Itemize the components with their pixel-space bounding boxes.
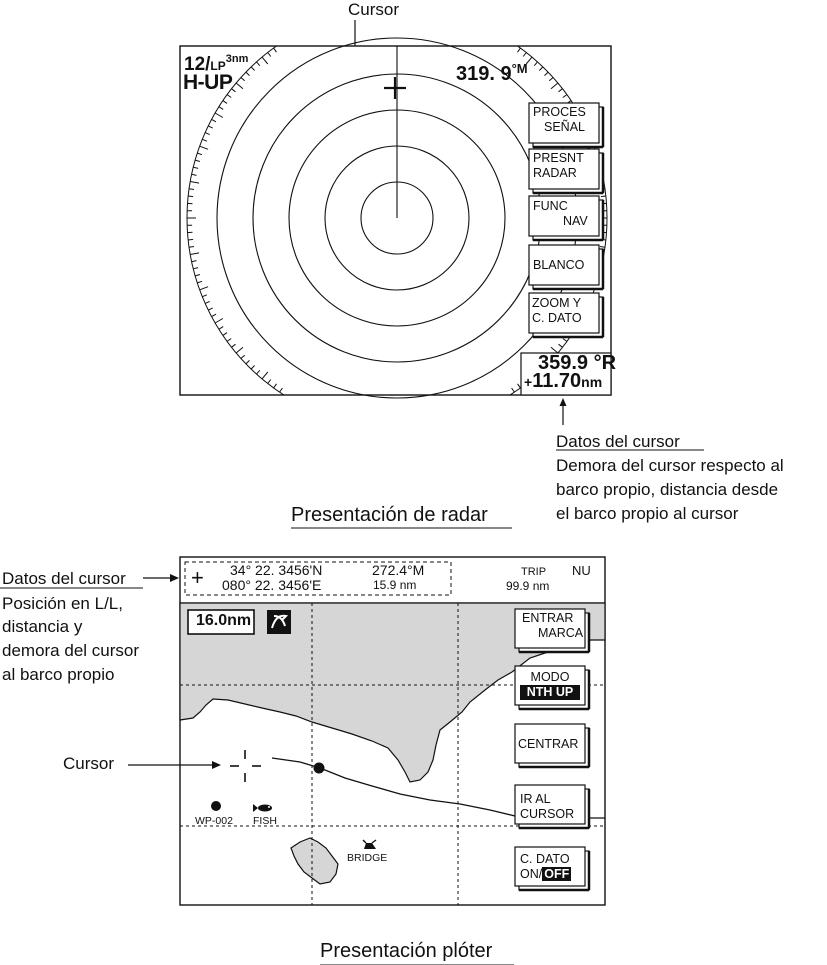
radar-note-title: Datos del cursor xyxy=(556,432,680,451)
presnt-radar-button[interactable]: PRESNT RADAR xyxy=(533,151,584,180)
heading-readout: 319. $9^{^\circ M}$ xyxy=(456,61,528,85)
waypoint-label: WP-002 xyxy=(195,815,233,827)
bearing-tick xyxy=(188,239,193,240)
zoom-cdato-button[interactable]: ZOOM Y C. DATO xyxy=(532,296,582,325)
bearing-tick xyxy=(601,196,606,197)
ir-al-cursor-button[interactable]: IR AL CURSOR xyxy=(520,792,575,821)
bearing-tick xyxy=(188,196,193,197)
latitude: 34° 22. 3456'N xyxy=(230,562,323,578)
cdato-on-off-button[interactable]: C. DATO ON/ OFF xyxy=(520,852,570,881)
orientation-mode: H-UP xyxy=(183,71,233,94)
mode-icon xyxy=(267,610,291,634)
plotter-caption: Presentación plóter xyxy=(320,940,493,962)
radar-cursor-callout: Cursor xyxy=(348,0,400,19)
centrar-button[interactable]: CENTRAR xyxy=(518,737,579,751)
trip-label: TRIP xyxy=(521,566,547,578)
modo-nth-up-button[interactable]: MODO NTH UP xyxy=(518,670,582,700)
own-ship-icon xyxy=(314,763,325,774)
radar-cursor-range: +11.70nm xyxy=(524,370,603,392)
cursor-distance: 15.9 nm xyxy=(373,578,417,592)
fish-label: FISH xyxy=(253,815,277,827)
plotter-note-line-2: distancia y xyxy=(2,617,83,636)
longitude: 080° 22. 3456'E xyxy=(222,577,322,593)
plotter-note-line-1: Posición en L/L, xyxy=(2,594,123,613)
scale-value: 16.0nm xyxy=(196,612,252,629)
waypoint-icon xyxy=(211,801,221,811)
radar-note-line-2: barco propio, distancia desde xyxy=(556,480,779,499)
radar-note-line-3: el barco propio al cursor xyxy=(556,504,739,523)
blanco-button[interactable]: BLANCO xyxy=(533,258,585,272)
range-scale-label: $12/LP^{3nm}$ xyxy=(184,53,249,75)
bearing-tick xyxy=(189,247,194,248)
bearing-tick xyxy=(189,189,194,190)
bearing-tick xyxy=(600,247,605,248)
cursor-bearing: 272.4°M xyxy=(372,562,425,578)
plotter-cursor-callout: Cursor xyxy=(63,754,115,773)
radar-note-line-1: Demora del cursor respecto al xyxy=(556,456,784,475)
nu-indicator: NU xyxy=(572,563,591,578)
func-nav-button[interactable]: FUNC NAV xyxy=(533,199,588,228)
radar-cursor-bearing: 359.9 °R xyxy=(538,352,617,374)
plotter-note-title: Datos del cursor xyxy=(2,569,126,588)
entrar-marca-button[interactable]: ENTRAR MARCA xyxy=(522,611,584,640)
plotter-note-line-3: demora del cursor xyxy=(2,641,140,660)
plotter-note-line-4: al barco propio xyxy=(2,665,115,684)
trip-value: 99.9 nm xyxy=(506,579,550,593)
radar-caption: Presentación de radar xyxy=(291,504,488,526)
bridge-label: BRIDGE xyxy=(347,852,388,864)
proces-senal-button[interactable]: PROCES SEÑAL xyxy=(533,105,586,134)
plotter-cursor-symbol: + xyxy=(191,565,204,590)
